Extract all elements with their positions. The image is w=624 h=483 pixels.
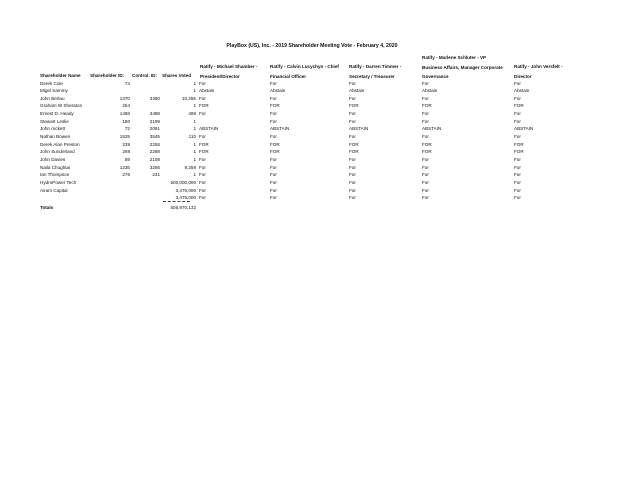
cell-shareholder-name: HydroPower Tech [40, 179, 77, 185]
cell-vote-versfelt: For [514, 111, 521, 117]
cell-shares-voted: 1 [193, 172, 196, 178]
cell-vote-versfelt: For [514, 187, 521, 193]
page-title: PlayBox (US), Inc. - 2019 Shareholder Meeting Vote - February 4, 2020 [226, 43, 398, 49]
cell-vote-versfelt: Abstain [514, 88, 530, 94]
cell-shareholder-name: John Davies [40, 157, 66, 162]
cell-vote-timmer: For [349, 95, 356, 101]
cell-vote-schluter: FOR [422, 141, 432, 147]
cell-vote-shamber: For [199, 157, 206, 162]
cell-shareholder-name: Ian Thompson [40, 172, 70, 178]
cell-shareholder-name: Migel Sammy [40, 88, 68, 94]
cell-vote-versfelt: For [514, 118, 521, 124]
cell-vote-shamber: Abstain [199, 88, 215, 94]
cell-vote-schluter: For [422, 179, 429, 185]
cell-vote-lucychyn: For [270, 80, 277, 86]
cell-shareholder-name: John Berlau [40, 95, 65, 101]
cell-vote-lucychyn: Abstain [270, 88, 286, 94]
cell-vote-schluter: For [422, 95, 429, 101]
cell-control-id: 231 [152, 172, 160, 178]
cell-vote-timmer: For [349, 195, 356, 201]
cell-vote-shamber: For [199, 195, 206, 201]
cell-shares-voted: 499 [188, 111, 196, 117]
cell-shareholder-name: Ernest D. Heady [40, 111, 74, 117]
cell-control-id: 2258 [149, 141, 160, 147]
cell-vote-timmer: FOR [349, 141, 359, 147]
header-vote-schluter: Ratify - Marlene Schluter - VP Business Affairs, Manager Corporate Governance [422, 55, 503, 79]
cell-shareholder-id: 72 [124, 126, 130, 132]
cell-vote-lucychyn: For [270, 195, 277, 201]
cell-shareholder-id: 1236 [119, 164, 130, 170]
cell-vote-shamber: FOR [199, 149, 209, 155]
cell-vote-timmer: For [349, 157, 356, 162]
cell-shares-voted: 10,255 [181, 95, 196, 101]
cell-vote-schluter: For [422, 157, 429, 162]
cell-shareholder-id: 269 [122, 149, 130, 155]
cell-control-id: 3256 [149, 164, 160, 170]
cell-vote-schluter: For [422, 187, 429, 193]
cell-vote-lucychyn: FOR [270, 141, 280, 147]
cell-vote-lucychyn: For [270, 134, 277, 140]
cell-vote-timmer: For [349, 111, 356, 117]
cell-vote-shamber: For [199, 95, 206, 101]
cell-vote-shamber: For [199, 187, 206, 193]
cell-vote-schluter: For [422, 134, 429, 140]
cell-vote-versfelt: For [514, 80, 521, 86]
cell-vote-versfelt: For [514, 172, 521, 178]
cell-vote-versfelt: For [514, 157, 521, 162]
cell-shareholder-name: Graham W Sheraton [40, 103, 83, 109]
cell-shares-voted: 1 [193, 103, 196, 109]
cell-vote-versfelt: For [514, 195, 521, 201]
cell-vote-timmer: For [349, 172, 356, 178]
cell-shareholder-name: Airam Capital [40, 187, 68, 193]
cell-vote-timmer: For [349, 118, 356, 124]
cell-vote-lucychyn: For [270, 164, 277, 170]
cell-vote-lucychyn: For [270, 118, 277, 124]
cell-control-id: 2091 [149, 126, 160, 132]
cell-shares-voted: 1 [193, 80, 196, 86]
cell-vote-versfelt: FOR [514, 141, 524, 147]
cell-vote-lucychyn: For [270, 172, 277, 178]
cell-vote-schluter: FOR [422, 103, 432, 109]
cell-shares-voted: 9,259 [184, 164, 196, 170]
cell-shares-voted: 1 [193, 126, 196, 132]
header-vote-timmer: Ratify - Darren Timmer - Secretary / Treasurer [349, 64, 402, 79]
cell-shares-voted: 1 [193, 141, 196, 147]
cell-vote-shamber: For [199, 164, 206, 170]
cell-vote-versfelt: For [514, 134, 521, 140]
cell-vote-shamber: For [199, 111, 206, 117]
cell-vote-timmer: For [349, 80, 356, 86]
cell-vote-schluter: For [422, 111, 429, 117]
cell-vote-timmer: For [349, 187, 356, 193]
cell-control-id: 2288 [149, 149, 160, 155]
cell-vote-lucychyn: For [270, 187, 277, 193]
cell-shareholder-name: Derek Cole [40, 80, 63, 86]
cell-control-id: 3545 [149, 134, 160, 140]
header-shares-voted: Shares Voted [162, 73, 192, 78]
header-vote-versfelt: Ratify - John Versfelt - Director [514, 64, 563, 79]
cell-control-id: 2108 [149, 157, 160, 162]
header-shareholder-name: Shareholder Name [40, 73, 81, 78]
cell-vote-schluter: For [422, 164, 429, 170]
cell-shares-voted: 1 [193, 149, 196, 155]
cell-vote-timmer: ABSTAIN [349, 126, 369, 132]
cell-vote-shamber: For [199, 172, 206, 178]
cell-vote-lucychyn: ABSTAIN [270, 126, 290, 132]
cell-vote-versfelt: For [514, 164, 521, 170]
cell-vote-lucychyn: For [270, 179, 277, 185]
cell-shareholder-id: 74 [124, 80, 130, 86]
cell-shareholder-name: John rockett [40, 126, 66, 132]
totals-label: Totals [40, 205, 54, 210]
cell-shareholder-id: 239 [122, 141, 130, 147]
cell-vote-timmer: For [349, 164, 356, 170]
cell-shareholder-id: 180 [122, 118, 130, 124]
cell-shareholder-name: Derek Alan Preston [40, 141, 80, 147]
cell-vote-lucychyn: FOR [270, 103, 280, 109]
totals-shares: 506,970,132 [170, 205, 196, 210]
cell-vote-timmer: FOR [349, 149, 359, 155]
cell-shares-voted: 110 [188, 134, 196, 140]
cell-vote-schluter: Abstain [422, 88, 438, 94]
cell-vote-schluter: For [422, 195, 429, 201]
cell-shareholder-id: 1525 [119, 134, 130, 140]
header-vote-lucychyn: Ratify - Calvin Lucychyn - Chief Financial Officer [270, 64, 339, 79]
cell-vote-schluter: FOR [422, 149, 432, 155]
cell-vote-shamber: For [199, 80, 206, 86]
cell-vote-versfelt: FOR [514, 103, 524, 109]
cell-shareholder-name: Stewart Leslie [40, 118, 69, 124]
cell-vote-versfelt: For [514, 179, 521, 185]
cell-vote-schluter: For [422, 118, 429, 124]
cell-vote-lucychyn: For [270, 157, 277, 162]
cell-vote-timmer: Abstain [349, 88, 365, 94]
cell-shares-voted: 500,000,000 [170, 179, 196, 185]
cell-vote-versfelt: ABSTAIN [514, 126, 534, 132]
cell-shareholder-id: 1468 [119, 111, 130, 117]
cell-shares-voted: 1 [193, 118, 196, 124]
cell-shares-voted: 3,475,000 [175, 187, 196, 193]
cell-vote-shamber: For [199, 179, 206, 185]
cell-vote-shamber: For [199, 134, 206, 140]
cell-shares-voted: 3,475,000 [175, 195, 196, 201]
cell-vote-timmer: FOR [349, 103, 359, 109]
cell-vote-schluter: ABSTAIN [422, 126, 442, 132]
header-shareholder-id: Shareholder ID: [90, 73, 125, 78]
cell-shareholder-id: 1370 [119, 95, 130, 101]
cell-shareholder-id: 254 [122, 103, 130, 109]
cell-control-id: 2199 [149, 118, 160, 124]
cell-vote-shamber: FOR [199, 103, 209, 109]
cell-control-id: 3390 [149, 95, 160, 101]
cell-shareholder-id: 89 [124, 157, 130, 162]
cell-vote-lucychyn: For [270, 95, 277, 101]
totals-divider [163, 201, 190, 202]
cell-control-id: 3488 [149, 111, 160, 117]
cell-vote-lucychyn: FOR [270, 149, 280, 155]
cell-vote-shamber: ABSTAIN [199, 126, 219, 132]
cell-shareholder-id: 276 [122, 172, 130, 178]
header-control-id: Control. ID: [132, 73, 158, 78]
cell-shareholder-name: Naila Chughtai [40, 164, 71, 170]
cell-vote-schluter: For [422, 80, 429, 86]
cell-shares-voted: 1 [193, 88, 196, 94]
cell-vote-versfelt: For [514, 95, 521, 101]
cell-shareholder-name: John Sunderland [40, 149, 75, 155]
cell-vote-schluter: For [422, 172, 429, 178]
cell-vote-timmer: For [349, 134, 356, 140]
header-vote-shamber: Ratify - Michael Shamber - President/Director [200, 64, 258, 79]
cell-shareholder-name: Nathan Bowen [40, 134, 71, 140]
cell-vote-timmer: For [349, 179, 356, 185]
cell-vote-lucychyn: For [270, 111, 277, 117]
cell-vote-shamber: FOR [199, 141, 209, 147]
cell-vote-versfelt: FOR [514, 149, 524, 155]
cell-shares-voted: 1 [193, 157, 196, 162]
